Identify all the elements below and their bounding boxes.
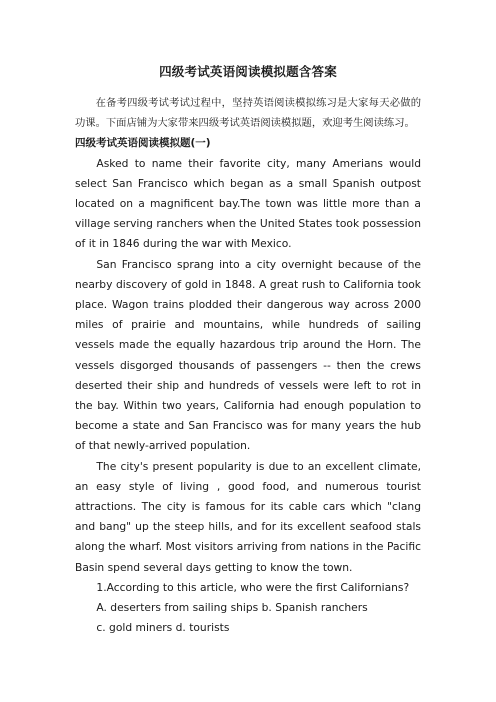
document-body bbox=[75, 93, 421, 638]
question-text: 1.According to this article, who were the first Californians? bbox=[96, 580, 410, 594]
body-paragraph: Asked to name their favorite city, many Amerians would select San Francisco which began as a small Spanish outpost located on a magnificent bay.The town was little more than a village serving ranchers when the United States took possession of it in 1846 during the war with Mexico. bbox=[75, 156, 421, 251]
section-heading: 四级考试英语阅读模拟题(一) bbox=[75, 137, 211, 150]
intro-paragraph: 在备考四级考试考试过程中，坚持英语阅读模拟练习是大家每天必做的功课。下面店铺为大家带来四级考试英语阅读模拟题，欢迎考生阅读练习。 bbox=[75, 97, 421, 130]
answer-options: A. deserters from sailing ships b. Spanish ranchers bbox=[96, 601, 368, 615]
answer-options: c. gold miners d. tourists bbox=[96, 621, 230, 635]
body-paragraph: San Francisco sprang into a city overnight because of the nearby discovery of gold in 1848. A great rush to California took place. Wagon trains plodded their dangerous way across 2000 miles of prairie and mountains, while hundreds of sailing vessels made the equally hazardous trip around the Horn. The vessels disgorged thousands of passengers -- then the crews deserted their ship and hundreds of vessels were left to rot in the bay. Within two years, California had enough population to become a state and San Francisco was for many years the hub of that newly-arrived population. bbox=[75, 257, 421, 453]
document-title: 四级考试英语阅读模拟题含答案 bbox=[159, 64, 337, 79]
body-paragraph: The city's present popularity is due to an excellent climate, an easy style of living , good food, and numerous tourist attractions. The city is famous for its cable cars which "clang and bang" up the steep hills, and for its excellent seafood stals along the wharf. Most visitors arriving from nations in the Pacific Basin spend several days getting to know the town. bbox=[75, 459, 421, 574]
